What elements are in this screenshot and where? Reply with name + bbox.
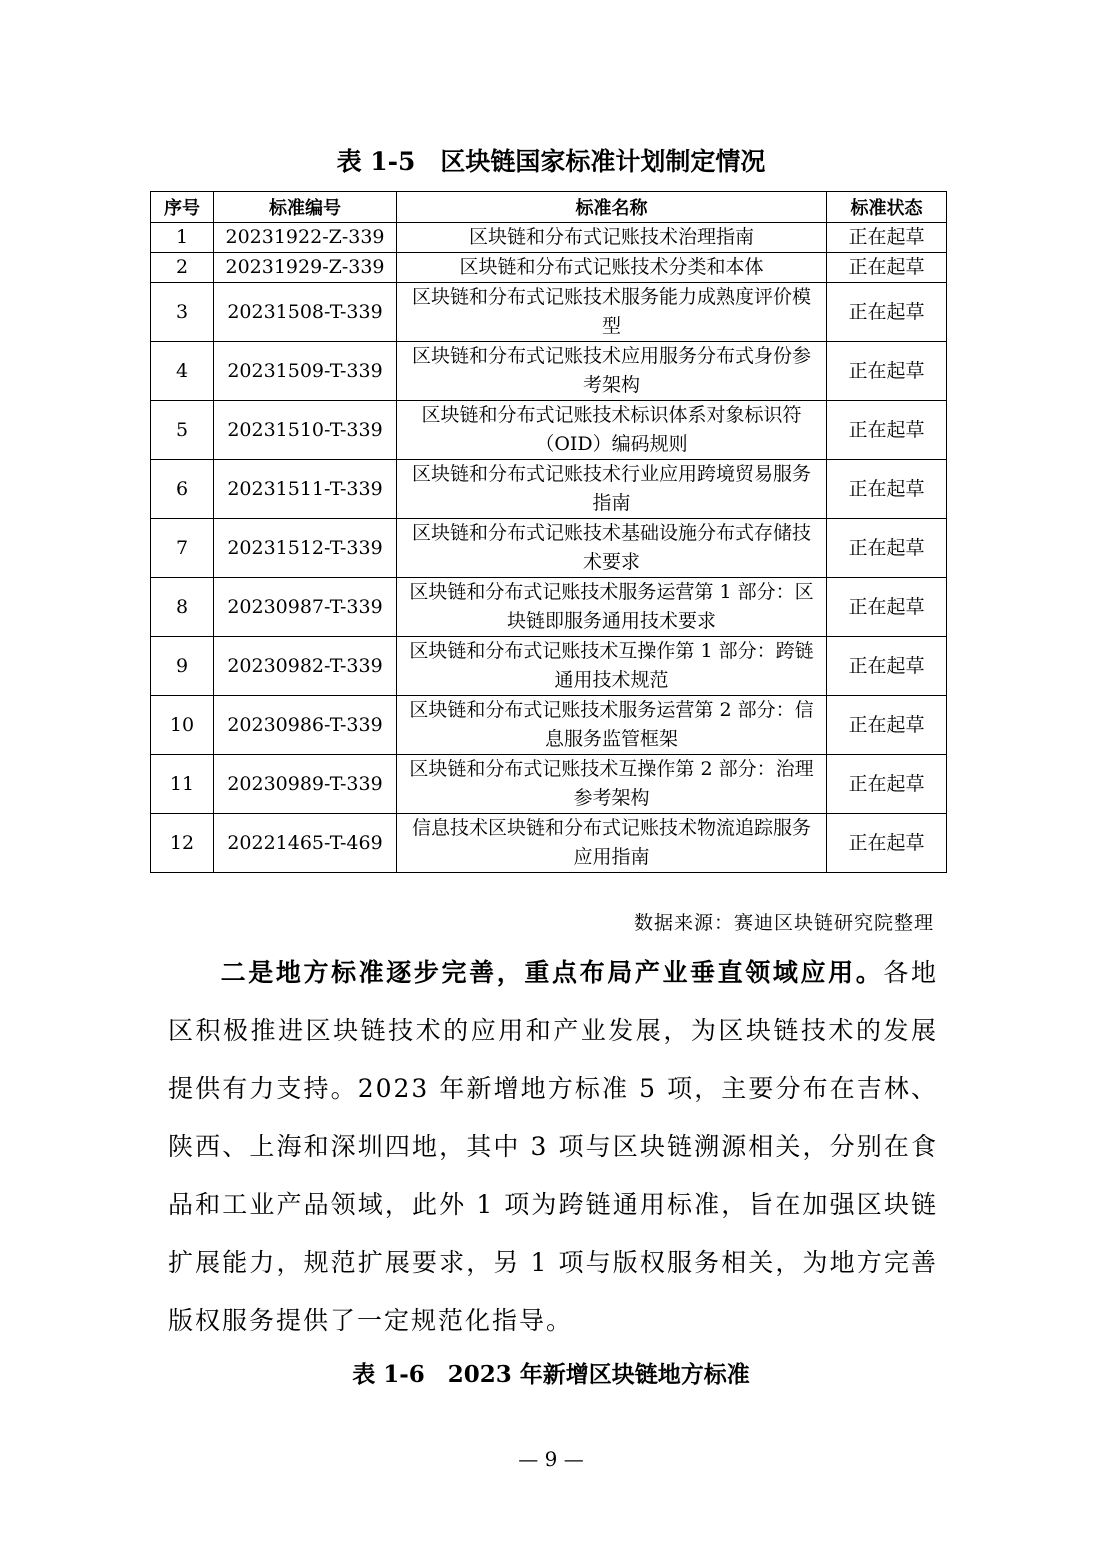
cell-code: 20231512-T-339 <box>214 519 397 578</box>
cell-status: 正在起草 <box>827 253 947 283</box>
table-row <box>151 814 947 873</box>
table-row <box>151 578 947 637</box>
data-source-note: 数据来源：赛迪区块链研究院整理 <box>633 912 934 934</box>
header-status: 标准状态 <box>827 192 947 223</box>
cell-name: 区块链和分布式记账技术服务运营第 2 部分：信息服务监管框架 <box>397 696 827 755</box>
cell-code: 20231929-Z-339 <box>214 253 397 283</box>
cell-index: 1 <box>151 223 214 253</box>
cell-status: 正在起草 <box>827 578 947 637</box>
cell-code: 20221465-T-469 <box>214 814 397 873</box>
cell-code: 20230986-T-339 <box>214 696 397 755</box>
cell-name: 区块链和分布式记账技术服务能力成熟度评价模型 <box>397 283 827 342</box>
cell-status: 正在起草 <box>827 460 947 519</box>
table-row <box>151 519 947 578</box>
cell-index: 7 <box>151 519 214 578</box>
paragraph-lead: 二是地方标准逐步完善，重点布局产业垂直领域应用。 <box>220 958 884 987</box>
cell-code: 20231510-T-339 <box>214 401 397 460</box>
cell-index: 8 <box>151 578 214 637</box>
cell-name: 区块链和分布式记账技术服务运营第 1 部分：区块链即服务通用技术要求 <box>397 578 827 637</box>
cell-name: 区块链和分布式记账技术行业应用跨境贸易服务指南 <box>397 460 827 519</box>
paragraph-body: 各地区积极推进区块链技术的应用和产业发展，为区块链技术的发展提供有力支持。2023 年新增地方标准 5 项，主要分布在吉林、陕西、上海和深圳四地，其中 3 项与区块链溯源相关，分别在食品和工业产品领域，此外 1 项为跨链通用标准，旨在加强区块链扩展能力，规范扩展要求，另 1 项与版权服务相关，为地方完善版权服务提供了一定规范化指导。 <box>168 958 938 1335</box>
cell-name: 区块链和分布式记账技术互操作第 2 部分：治理参考架构 <box>397 755 827 814</box>
page-number: — 9 — <box>518 1447 584 1471</box>
cell-index: 6 <box>151 460 214 519</box>
cell-status: 正在起草 <box>827 519 947 578</box>
cell-code: 20230982-T-339 <box>214 637 397 696</box>
cell-status: 正在起草 <box>827 223 947 253</box>
cell-name: 区块链和分布式记账技术标识体系对象标识符（OID）编码规则 <box>397 401 827 460</box>
table-row <box>151 253 947 283</box>
cell-name: 信息技术区块链和分布式记账技术物流追踪服务应用指南 <box>397 814 827 873</box>
header-name: 标准名称 <box>397 192 827 223</box>
cell-status: 正在起草 <box>827 637 947 696</box>
cell-code: 20231508-T-339 <box>214 283 397 342</box>
cell-index: 5 <box>151 401 214 460</box>
table-row <box>151 460 947 519</box>
cell-index: 9 <box>151 637 214 696</box>
cell-status: 正在起草 <box>827 401 947 460</box>
header-index: 序号 <box>151 192 214 223</box>
cell-index: 3 <box>151 283 214 342</box>
cell-name: 区块链和分布式记账技术治理指南 <box>397 223 827 253</box>
table-title: 表 1-5 区块链国家标准计划制定情况 <box>336 147 766 176</box>
body-paragraph <box>168 944 938 1350</box>
cell-name: 区块链和分布式记账技术互操作第 1 部分：跨链通用技术规范 <box>397 637 827 696</box>
table-row <box>151 401 947 460</box>
table-row <box>151 223 947 253</box>
table-row <box>151 755 947 814</box>
cell-status: 正在起草 <box>827 342 947 401</box>
cell-index: 4 <box>151 342 214 401</box>
cell-code: 20231509-T-339 <box>214 342 397 401</box>
cell-index: 10 <box>151 696 214 755</box>
standards-table <box>150 191 947 873</box>
cell-code: 20230989-T-339 <box>214 755 397 814</box>
cell-name: 区块链和分布式记账技术分类和本体 <box>397 253 827 283</box>
cell-status: 正在起草 <box>827 755 947 814</box>
cell-status: 正在起草 <box>827 814 947 873</box>
cell-name: 区块链和分布式记账技术应用服务分布式身份参考架构 <box>397 342 827 401</box>
cell-status: 正在起草 <box>827 696 947 755</box>
cell-index: 11 <box>151 755 214 814</box>
cell-index: 12 <box>151 814 214 873</box>
cell-status: 正在起草 <box>827 283 947 342</box>
table-row <box>151 696 947 755</box>
header-code: 标准编号 <box>214 192 397 223</box>
cell-code: 20231511-T-339 <box>214 460 397 519</box>
cell-code: 20231922-Z-339 <box>214 223 397 253</box>
table-row <box>151 283 947 342</box>
cell-index: 2 <box>151 253 214 283</box>
table-row <box>151 637 947 696</box>
cell-name: 区块链和分布式记账技术基础设施分布式存储技术要求 <box>397 519 827 578</box>
cell-code: 20230987-T-339 <box>214 578 397 637</box>
table-row <box>151 342 947 401</box>
table-header-row <box>151 192 947 223</box>
next-table-title: 表 1-6 2023 年新增区块链地方标准 <box>352 1361 750 1388</box>
